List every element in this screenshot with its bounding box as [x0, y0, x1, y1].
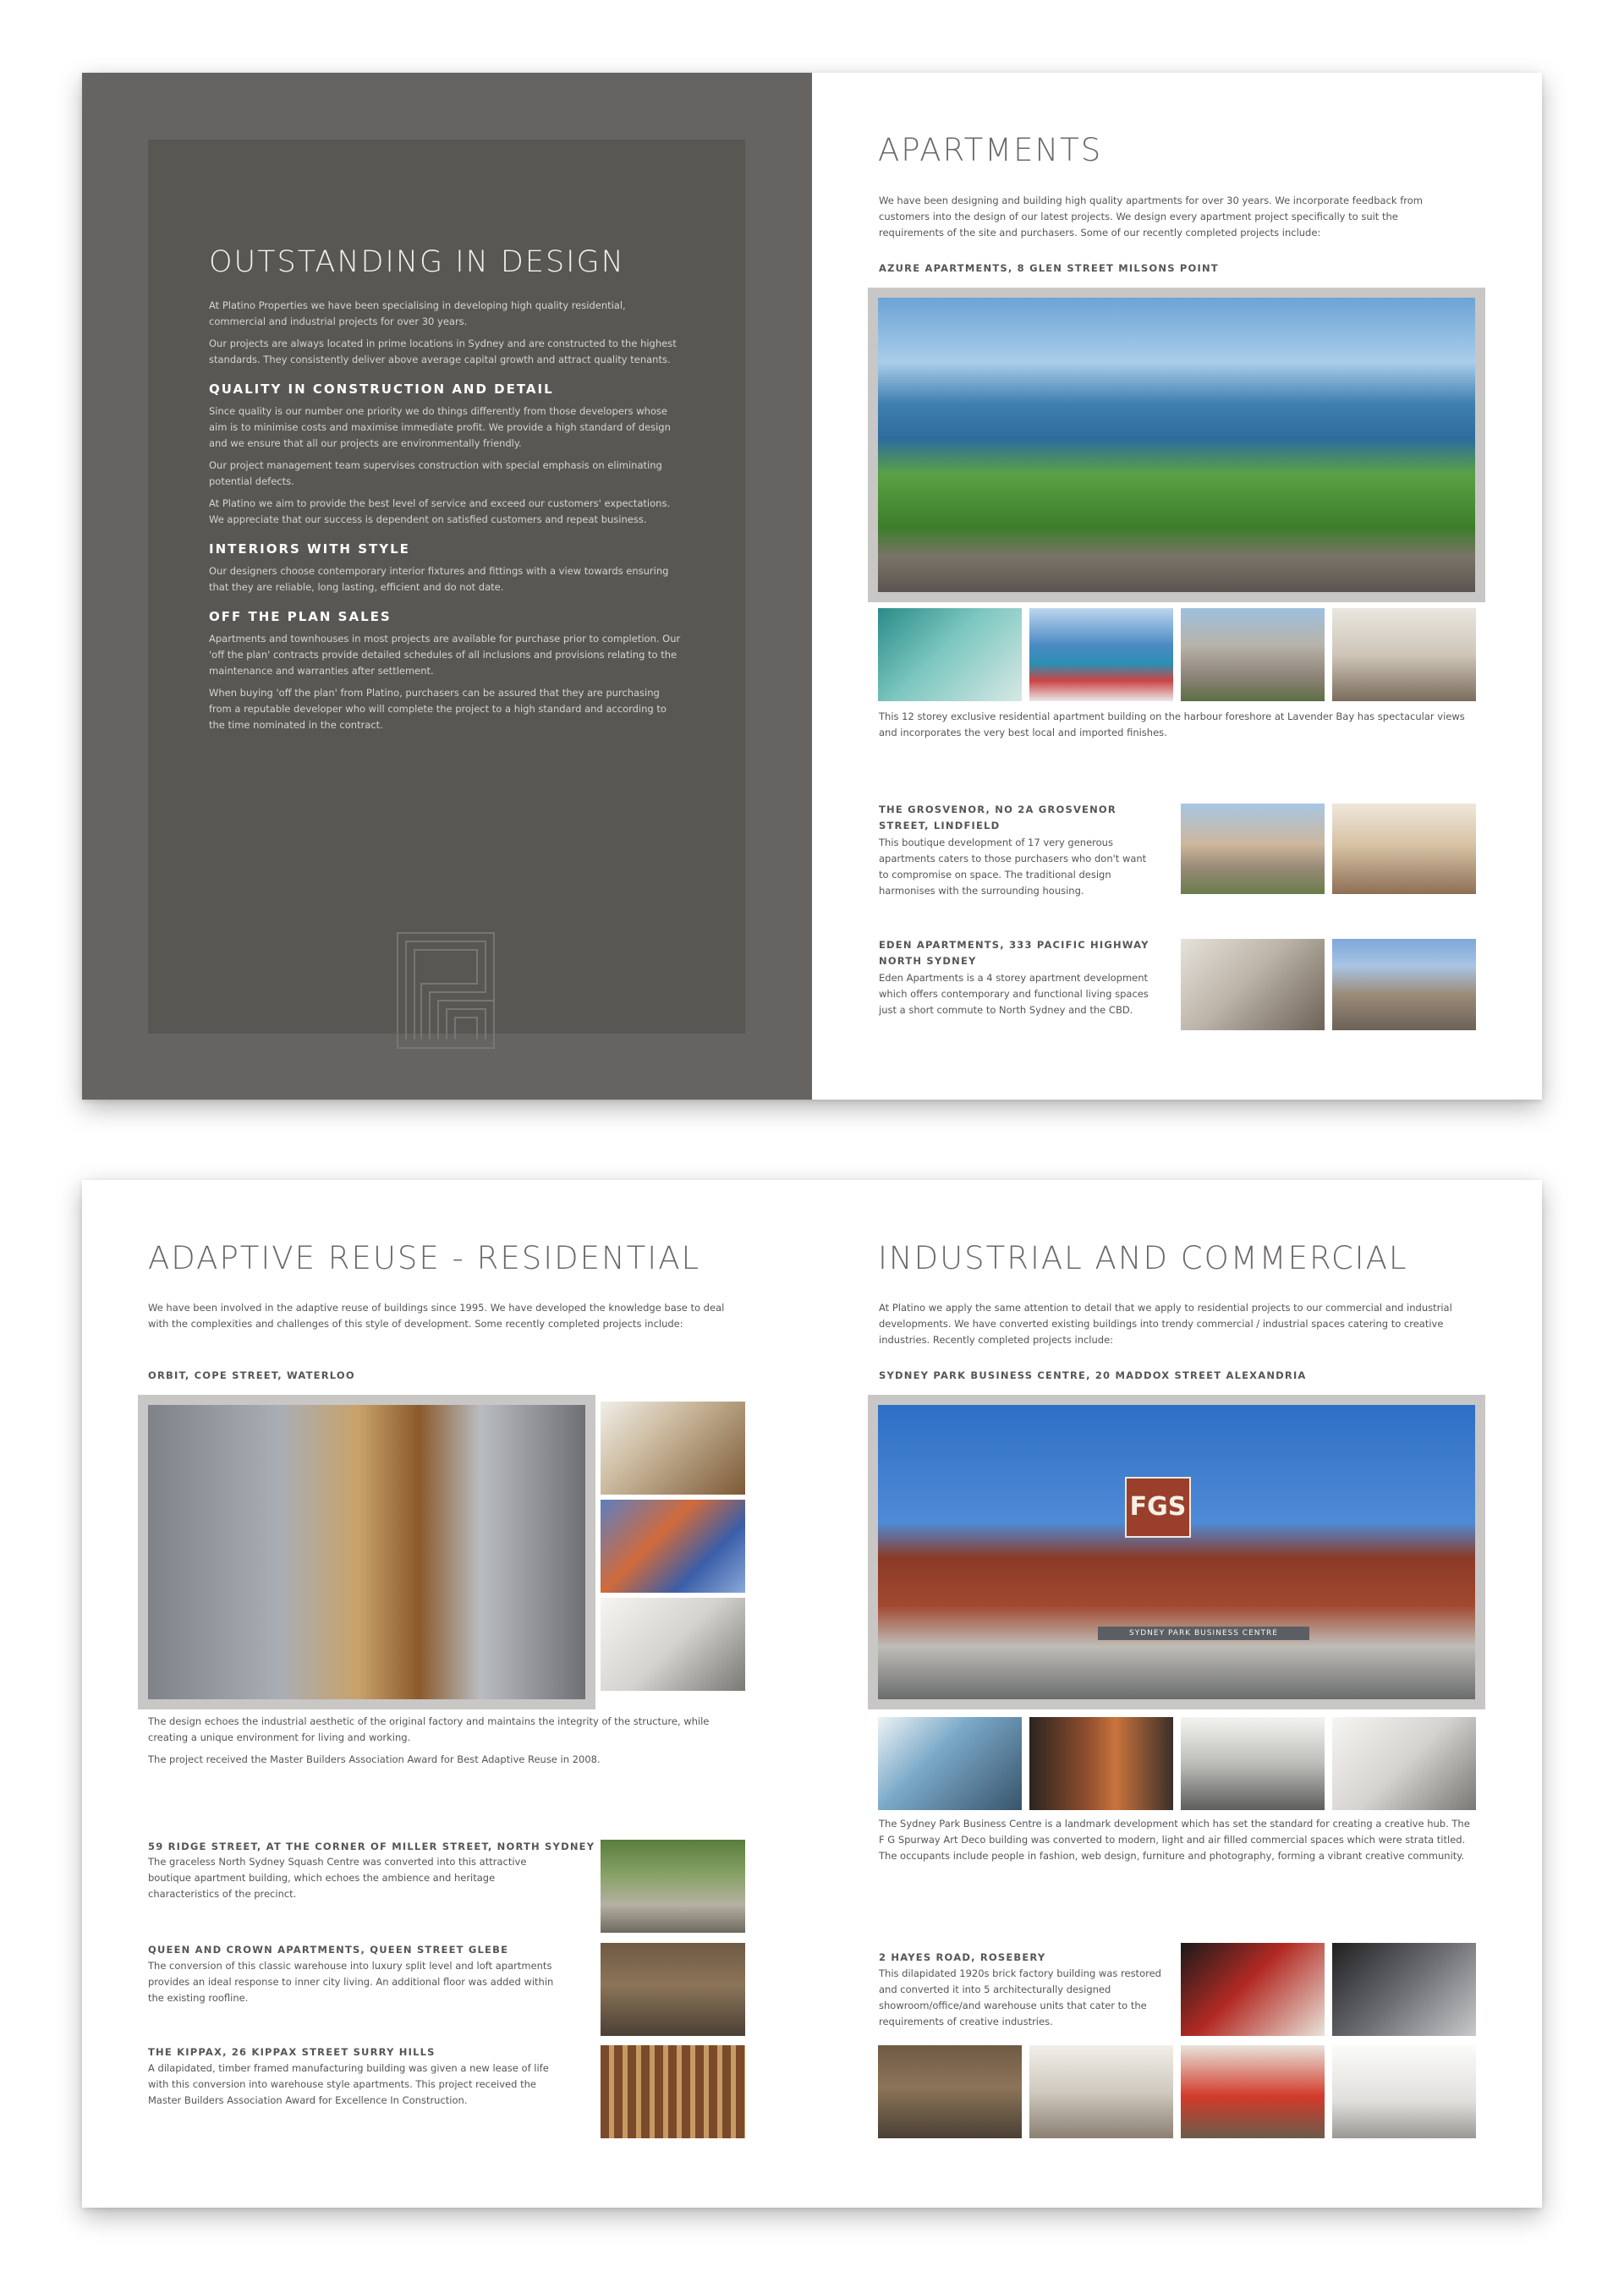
townhouse-photo	[1181, 804, 1325, 894]
project-text: This dilapidated 1920s brick factory building was restored and converted it into 5 architecturally designed showroom/office/and warehouse units that cater to the requirements of creative industries.	[879, 1967, 1161, 2027]
brochure-spread-1	[82, 73, 1542, 1100]
courtyard-photo	[148, 1405, 585, 1699]
project-caption: The project received the Master Builders Association Award for Best Adaptive Reuse in 2008.	[148, 1753, 601, 1765]
page-title: OUTSTANDING IN DESIGN	[209, 245, 625, 279]
section-heading: INTERIORS WITH STYLE	[209, 540, 410, 557]
project-text: The conversion of this classic warehouse into luxury split level and loft apartments provides an ideal response to inner city living. An additional floor was added within the existing roofline.	[148, 1960, 554, 2004]
page-industrial-commercial	[812, 1180, 1542, 2208]
white-space-photo	[1332, 2045, 1476, 2138]
office-photo	[1181, 1717, 1325, 1810]
project-heading: ORBIT, COPE STREET, WATERLOO	[148, 1369, 355, 1381]
section-heading: OFF THE PLAN SALES	[209, 608, 392, 624]
project-heading: EDEN APARTMENTS, 333 PACIFIC HIGHWAY NORTH SYDNEY	[879, 939, 1149, 967]
page-adaptive-reuse	[82, 1180, 812, 2208]
platino-logo-icon	[396, 931, 496, 1050]
section-heading: QUALITY IN CONSTRUCTION AND DETAIL	[209, 381, 554, 397]
living-room-photo	[1332, 608, 1476, 701]
project-caption: The Sydney Park Business Centre is a landmark development which has set the standard for creating a creative hub. The F G Spurway Art Deco building was converted to modern, light and air filled commercial spaces which were strata titled. The occupants include people in fashion, web design, furniture and photography, forming a vibrant creative community.	[879, 1818, 1470, 1862]
studio-photo	[1332, 1717, 1476, 1810]
building-photo	[1181, 608, 1325, 701]
section-paragraph: Apartments and townhouses in most projects are available for purchase prior to completion. Our 'off the plan' contracts provide detailed schedules of all inclusions and provisions relating to the maintenance and warranties after settlement.	[209, 632, 681, 677]
kippax-photo	[601, 2045, 745, 2138]
apartment-interior-photo	[1181, 939, 1325, 1030]
art-deco-building-photo	[878, 1405, 1475, 1699]
section-paragraph: Our project management team supervises construction with special emphasis on eliminating potential defects.	[209, 458, 662, 487]
interior-photo	[1332, 804, 1476, 894]
project-text: A dilapidated, timber framed manufacturing building was given a new lease of life with this conversion into warehouse style apartments. This project received the Master Builders Association Award for Excellence In Construction.	[148, 2062, 549, 2106]
hero-photo-frame	[138, 1395, 595, 1709]
street-view-photo	[1332, 939, 1476, 1030]
section-paragraph: When buying 'off the plan' from Platino, purchasers can be assured that they are purchasing from a reputable developer who will complete the project to a high standard and according to the time nominated in the contract.	[209, 686, 667, 731]
project-heading: THE KIPPAX, 26 KIPPAX STREET SURRY HILLS	[148, 2046, 436, 2058]
dark-panel	[148, 140, 745, 1034]
page-outstanding-in-design	[82, 73, 812, 1100]
queen-and-crown-photo	[601, 1943, 745, 2036]
section-paragraph: Since quality is our number one priority we do things differently from those developers whose aim is to minimise costs and maximise immediate profit. We provide a high standard of design and we ensure that all our projects are environmentally friendly.	[209, 404, 671, 449]
pool-photo	[1029, 608, 1173, 701]
mezzanine-photo	[1332, 1943, 1476, 2036]
page-title: ADAPTIVE REUSE - RESIDENTIAL	[148, 1240, 701, 1276]
intro-paragraph: At Platino Properties we have been specialising in developing high quality residential, commercial and industrial projects for over 30 years.	[209, 299, 626, 327]
project-caption: The design echoes the industrial aesthetic of the original factory and maintains the integrity of the structure, while creating a unique environment for living and working.	[148, 1715, 710, 1743]
project-caption: This 12 storey exclusive residential apartment building on the harbour foreshore at Lavender Bay has spectacular views and incorporates the very best local and imported finishes.	[879, 711, 1465, 738]
intro-paragraph: We have been involved in the adaptive reuse of buildings since 1995. We have developed the knowledge base to deal with the complexities and challenges of this style of development. Some recently completed projects include:	[148, 1302, 725, 1330]
brick-factory-photo	[878, 2045, 1022, 2138]
section-paragraph: At Platino we aim to provide the best level of service and exceed our customers' expectations. We appreciate that our success is dependent on satisfied customers and repeat business.	[209, 497, 671, 525]
hero-photo-frame	[868, 1395, 1485, 1709]
project-heading: AZURE APARTMENTS, 8 GLEN STREET MILSONS POINT	[879, 262, 1219, 274]
loft-photo	[601, 1598, 745, 1691]
banner-text: SYDNEY PARK BUSINESS CENTRE	[1129, 1629, 1278, 1638]
page-title: INDUSTRIAL AND COMMERCIAL	[878, 1240, 1408, 1276]
project-heading: 2 HAYES ROAD, ROSEBERY	[879, 1951, 1046, 1963]
section-paragraph: Our designers choose contemporary interior fixtures and fittings with a view towards ensuring that they are reliable, long lasting, efficient and do not date.	[209, 564, 669, 593]
glass-atrium-photo	[878, 1717, 1022, 1810]
bathroom-photo	[878, 608, 1022, 701]
fgs-sign-text: FGS	[1129, 1492, 1187, 1522]
intro-paragraph: Our projects are always located in prime locations in Sydney and are constructed to the highest standards. They consistently deliver above average capital growth and attract quality tenants.	[209, 337, 677, 365]
showroom-photo	[1181, 1943, 1325, 2036]
panel-content	[209, 246, 683, 739]
corridor-photo	[1029, 1717, 1173, 1810]
lounge-photo	[1181, 2045, 1325, 2138]
brochure-spread-2	[82, 1180, 1542, 2208]
hero-photo-frame	[868, 288, 1485, 602]
project-heading: 59 RIDGE STREET, AT THE CORNER OF MILLER STREET, NORTH SYDNEY	[148, 1841, 595, 1852]
project-text: Eden Apartments is a 4 storey apartment development which offers contemporary and functional living spaces just a short commute to North Sydney and the CBD.	[879, 972, 1149, 1016]
warehouse-hall-photo	[1029, 2045, 1173, 2138]
building-banner	[1098, 1627, 1309, 1640]
page-title: APARTMENTS	[878, 132, 1103, 168]
ridge-street-photo	[601, 1840, 745, 1933]
intro-paragraph: At Platino we apply the same attention to detail that we apply to residential projects to our commercial and industrial developments. We have converted existing buildings into trendy commercial / industrial spaces catering to creative industries. Recently completed projects include:	[879, 1302, 1452, 1346]
fgs-sign	[1125, 1477, 1191, 1538]
project-heading: SYDNEY PARK BUSINESS CENTRE, 20 MADDOX STREET ALEXANDRIA	[879, 1369, 1307, 1381]
project-heading: THE GROSVENOR, NO 2A GROSVENOR STREET, LINDFIELD	[879, 804, 1116, 831]
intro-paragraph: We have been designing and building high quality apartments for over 30 years. We incorporate feedback from customers into the design of our latest projects. We design every apartment project specifically to suit the requirements of the site and purchasers. Some of our recently completed projects include:	[879, 195, 1423, 239]
project-text: The graceless North Sydney Squash Centre was converted into this attractive boutique apartment building, which echoes the ambience and heritage characteristics of the precinct.	[148, 1856, 527, 1900]
page-apartments	[812, 73, 1542, 1100]
project-text: This boutique development of 17 very generous apartments caters to those purchasers who don't want to compromise on space. The traditional design harmonises with the surrounding housing.	[879, 837, 1147, 897]
stair-interior-photo	[601, 1402, 745, 1495]
harbour-view-photo	[878, 298, 1475, 592]
project-heading: QUEEN AND CROWN APARTMENTS, QUEEN STREET GLEBE	[148, 1944, 509, 1956]
facade-photo	[601, 1500, 745, 1593]
